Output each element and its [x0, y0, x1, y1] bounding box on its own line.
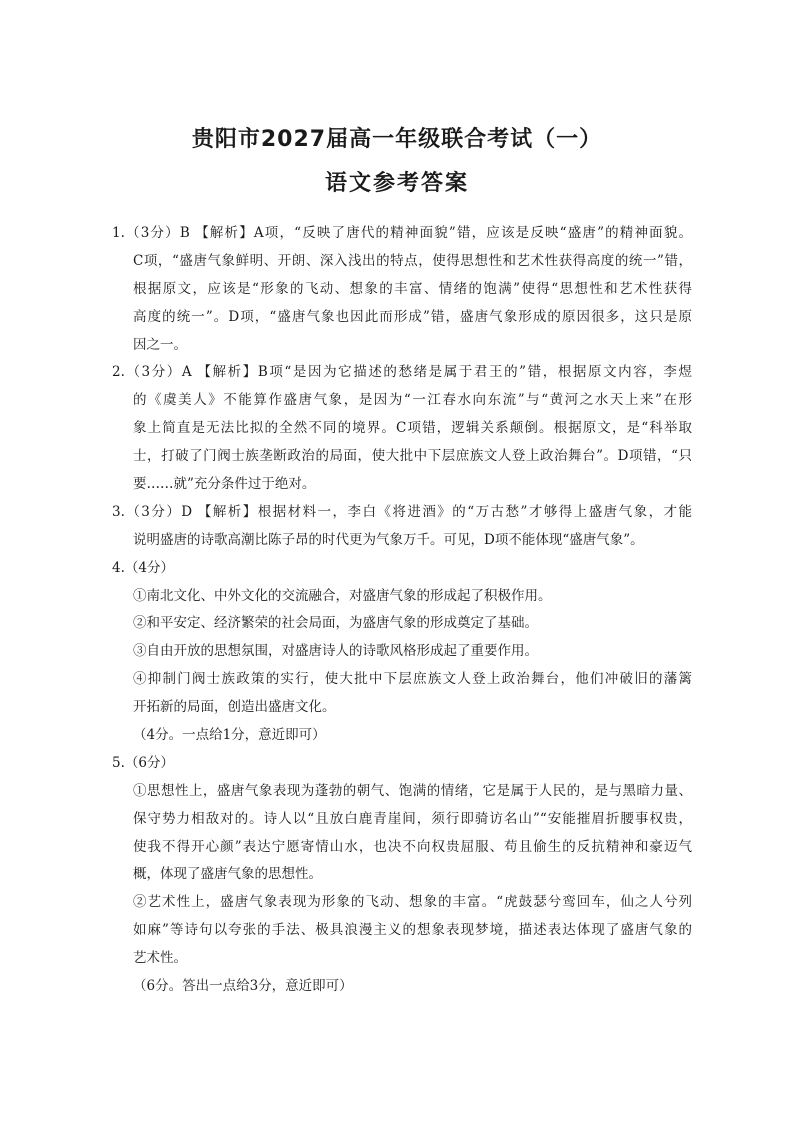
answer-line: 4.（4分） — [112, 559, 174, 576]
scoring-note: （6分。答出一点给3分，意近即可） — [133, 978, 353, 995]
answer-line: ①南北文化、中外文化的交流融合，对盛唐气象的形成起了积极作用。 — [133, 587, 552, 604]
answer-item-1 — [112, 220, 692, 359]
answer-line: ①思想性上，盛唐气象表现为蓬勃的朝气、饱满的情绪，它是属于人民的，是与黑暗力量、 — [133, 782, 692, 799]
answer-item-5 — [112, 750, 692, 1001]
answer-line: 1.（3分）B 【解析】A项，“反映了唐代的精神面貌”错，应该是反映“盛唐”的精神面貌。 — [112, 225, 692, 241]
answer-line: 保守势力相敌对的。诗人以“且放白鹿青崖间，须行即骑访名山”“安能摧眉折腰事权贵， — [133, 810, 692, 827]
answer-line: 士，打破了门阀士族垄断政治的局面，使大批中下层庶族文人登上政治舞台”。D项错，“只 — [133, 448, 692, 465]
scoring-note: （4分。一点给1分，意近即可） — [133, 727, 326, 744]
answer-item-4 — [112, 555, 692, 750]
answer-line: 开拓新的局面，创造出盛唐文化。 — [133, 699, 336, 716]
answer-line: 根据原文，应该是“形象的飞动、想象的丰富、情绪的饱满”使得“思想性和艺术性获得 — [133, 280, 692, 297]
answer-line: 象上简直是无法比拟的全然不同的境界。C项错，逻辑关系颠倒。根据原文，是“科举取 — [133, 420, 692, 437]
answer-line: 高度的统一”。D项，“盛唐气象也因此而形成”错，盛唐气象形成的原因很多，这只是原 — [133, 308, 692, 325]
answer-line: ②艺术性上，盛唐气象表现为形象的飞动、想象的丰富。“虎鼓瑟兮鸾回车，仙之人兮列 — [133, 894, 692, 911]
answer-line: C项，“盛唐气象鲜明、开朗、深入浅出的特点，使得思想性和艺术性获得高度的统一”错， — [133, 252, 692, 269]
answer-line: 要……就”充分条件过于绝对。 — [133, 476, 316, 493]
answer-line: 因之一。 — [133, 336, 187, 353]
answer-item-2 — [112, 359, 692, 498]
page-subtitle: 语文参考答案 — [324, 171, 469, 196]
answer-line: 如麻”等诗句以夸张的手法、极具浪漫主义的想象表现梦境，描述表达体现了盛唐气象的 — [133, 922, 692, 939]
answer-line: 3.（3分）D 【解析】根据材料一，李白《将进酒》的“万古愁”才够得上盛唐气象，才能 — [112, 503, 692, 520]
answer-line: 概，体现了盛唐气象的思想性。 — [133, 866, 322, 883]
answer-line: 说明盛唐的诗歌高潮比陈子昂的时代更为气象万千。可见，D项不能体现“盛唐气象”。 — [133, 531, 644, 548]
answer-line: 艺术性。 — [133, 950, 187, 967]
answer-line: 5.（6分） — [112, 754, 174, 771]
answer-item-3 — [112, 499, 692, 555]
answer-line: 使我不得开心颜”表达宁愿寄情山水，也决不向权贵屈服、苟且偷生的反抗精神和豪迈气 — [133, 838, 692, 855]
answer-list — [112, 220, 692, 1001]
answer-line: 2.（3分）A 【解析】B项“是因为它描述的愁绪是属于君王的”错，根据原文内容，李煜 — [112, 364, 692, 381]
answer-line: ④抑制门阀士族政策的实行，使大批中下层庶族文人登上政治舞台，他们冲破旧的藩篱 — [133, 671, 692, 688]
answer-line: ③自由开放的思想氛围，对盛唐诗人的诗歌风格形成起了重要作用。 — [133, 643, 538, 660]
answer-line: 的《虞美人》不能算作盛唐气象，是因为“一江春水向东流”与“黄河之水天上来”在形 — [133, 392, 692, 409]
page-title: 贵阳市2027届高一年级联合考试（一） — [191, 127, 603, 152]
answer-line: ②和平安定、经济繁荣的社会局面，为盛唐气象的形成奠定了基础。 — [133, 615, 538, 632]
